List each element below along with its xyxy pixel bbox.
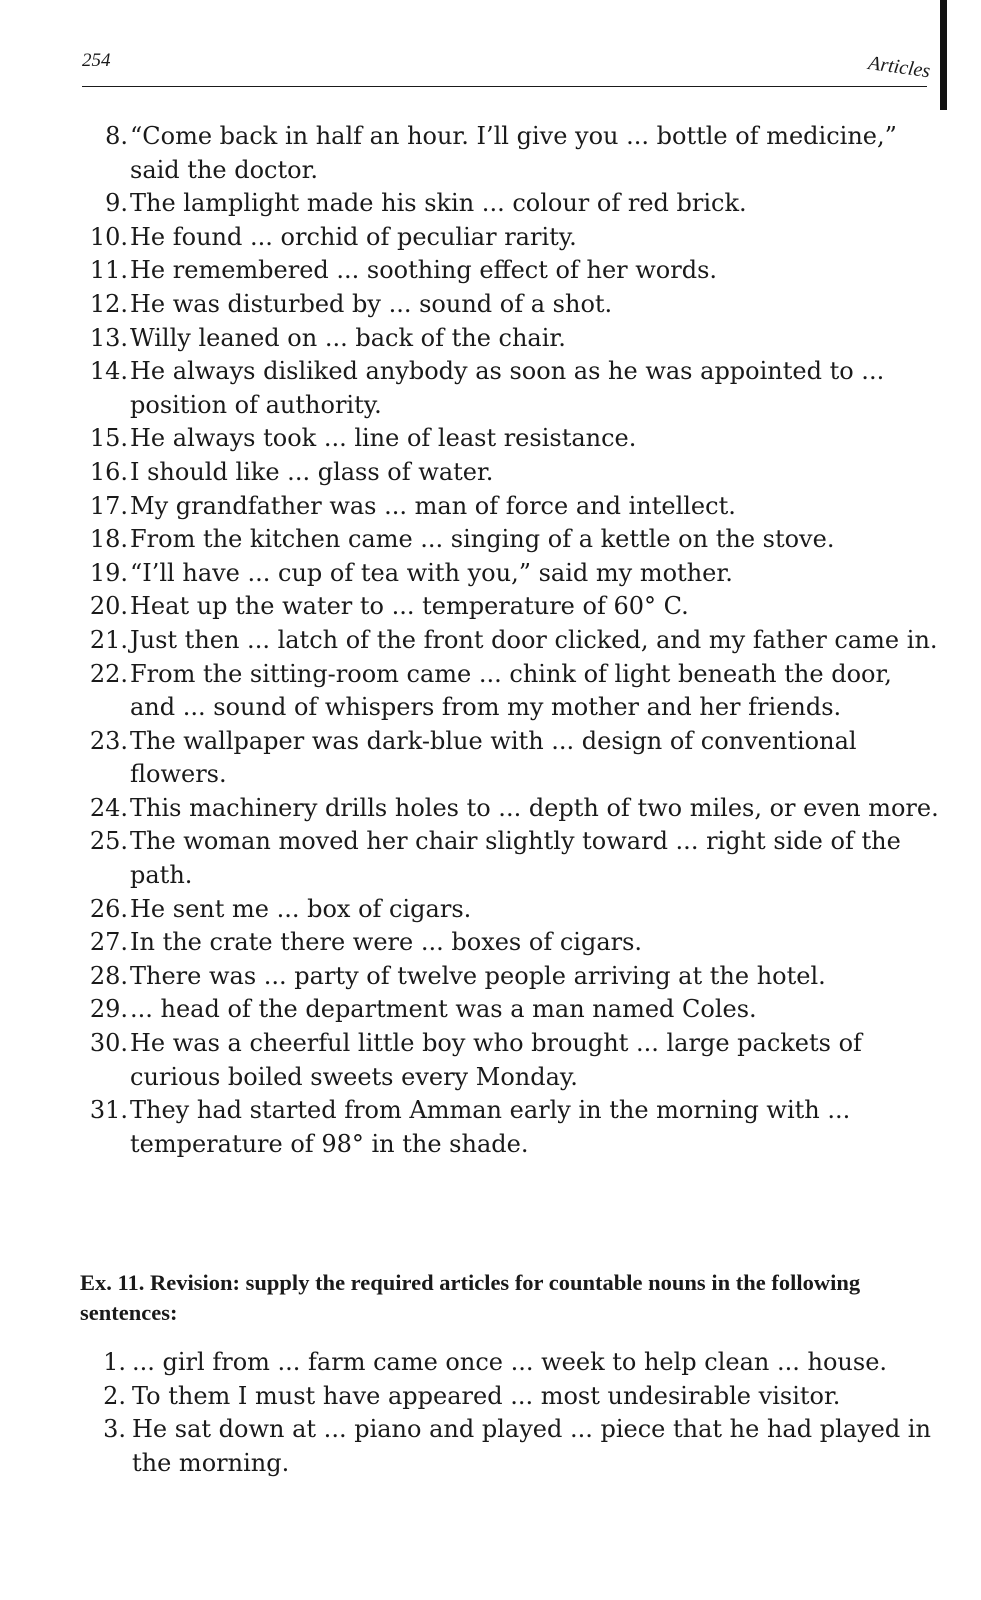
item-text: From the sitting-room came ... chink of light beneath the door, and ... sound of whispers from my mother and her friends. xyxy=(130,659,892,722)
item-text: Heat up the water to ... temperature of 60° C. xyxy=(130,592,689,621)
item-text: The woman moved her chair slightly toward ... right side of the path. xyxy=(130,827,901,890)
item-number: 11. xyxy=(89,256,128,285)
item-number: 17. xyxy=(89,491,128,520)
list-item xyxy=(80,288,940,322)
item-text: They had started from Amman early in the morning with ... temperature of 98° in the shade. xyxy=(130,1096,851,1158)
item-number: 9. xyxy=(105,189,128,218)
item-text: He found ... orchid of peculiar rarity. xyxy=(130,222,577,251)
list-item xyxy=(80,590,940,624)
list-item xyxy=(80,456,940,490)
item-number: 16. xyxy=(89,457,128,486)
item-number: 18. xyxy=(89,525,128,554)
list-item xyxy=(80,792,940,826)
item-number: 20. xyxy=(89,592,128,621)
list-item xyxy=(80,1027,940,1094)
item-number: 13. xyxy=(89,323,128,352)
item-text: He always disliked anybody as soon as he was appointed to ... position of authority. xyxy=(130,357,885,419)
item-number: 26. xyxy=(89,894,128,923)
item-number: 30. xyxy=(89,1029,128,1058)
item-number: 31. xyxy=(89,1096,128,1125)
list-item xyxy=(80,422,940,456)
list-item xyxy=(80,523,940,557)
item-text: From the kitchen came ... singing of a kettle on the stove. xyxy=(130,525,835,554)
sentence-list xyxy=(80,120,940,1161)
item-number: 22. xyxy=(89,659,128,688)
page-header xyxy=(82,40,942,100)
list-item xyxy=(80,825,940,892)
item-number: 21. xyxy=(89,625,128,654)
item-text: “Come back in half an hour. I’ll give you ... bottle of medicine,” said the doctor. xyxy=(130,122,897,184)
item-text: In the crate there were ... boxes of cigars. xyxy=(130,928,643,957)
list-item xyxy=(80,254,940,288)
list-item xyxy=(80,1380,940,1414)
item-text: He sent me ... box of cigars. xyxy=(130,894,472,923)
item-text: “I’ll have ... cup of tea with you,” said my mother. xyxy=(130,558,733,587)
item-text: He was a cheerful little boy who brought ... large packets of curious boiled sweets every Monday. xyxy=(130,1029,862,1091)
list-item xyxy=(80,490,940,524)
list-item xyxy=(80,557,940,591)
list-item xyxy=(80,1094,940,1161)
item-number: 29. xyxy=(89,995,128,1024)
item-text: ... head of the department was a man named Coles. xyxy=(130,995,757,1024)
list-item xyxy=(80,221,940,255)
item-number: 27. xyxy=(89,928,128,957)
header-rule xyxy=(82,86,927,87)
list-item xyxy=(80,658,940,725)
list-item xyxy=(80,893,940,927)
list-item xyxy=(80,355,940,422)
item-number: 28. xyxy=(89,961,128,990)
item-number: 25. xyxy=(89,827,128,856)
item-text: Willy leaned on ... back of the chair. xyxy=(130,323,566,352)
item-number: 23. xyxy=(89,726,128,755)
item-number: 24. xyxy=(89,793,128,822)
page-edge-mark xyxy=(940,0,947,110)
list-item xyxy=(80,120,940,187)
exercise-sentence-list xyxy=(80,1346,940,1480)
item-number: 12. xyxy=(89,289,128,318)
item-text: He sat down at ... piano and played ... piece that he had played in the morning. xyxy=(132,1415,931,1477)
list-item xyxy=(80,624,940,658)
page-number: 254 xyxy=(82,50,111,71)
item-number: 14. xyxy=(89,357,128,386)
item-text: My grandfather was ... man of force and intellect. xyxy=(130,491,736,520)
list-item xyxy=(80,960,940,994)
item-number: 2. xyxy=(103,1381,126,1410)
item-number: 10. xyxy=(89,222,128,251)
list-item xyxy=(80,993,940,1027)
item-text: This machinery drills holes to ... depth of two miles, or even more. xyxy=(130,793,939,822)
item-text: Just then ... latch of the front door clicked, and my father came in. xyxy=(130,625,938,654)
list-item xyxy=(80,1346,940,1380)
item-number: 8. xyxy=(105,122,128,150)
list-item xyxy=(80,187,940,221)
list-item xyxy=(80,725,940,792)
list-item xyxy=(80,1413,940,1480)
item-number: 3. xyxy=(103,1415,126,1444)
item-text: There was ... party of twelve people arriving at the hotel. xyxy=(130,961,826,990)
item-number: 19. xyxy=(89,558,128,587)
item-text: ... girl from ... farm came once ... week to help clean ... house. xyxy=(132,1348,888,1376)
item-text: He remembered ... soothing effect of her words. xyxy=(130,256,718,285)
item-text: The lamplight made his skin ... colour of red brick. xyxy=(130,189,747,218)
item-number: 1. xyxy=(103,1348,126,1376)
running-head: Articles xyxy=(866,52,932,83)
item-text: I should like ... glass of water. xyxy=(130,457,494,486)
item-text: To them I must have appeared ... most undesirable visitor. xyxy=(132,1381,841,1410)
list-item xyxy=(80,926,940,960)
item-text: He was disturbed by ... sound of a shot. xyxy=(130,289,613,318)
item-text: He always took ... line of least resistance. xyxy=(130,424,637,453)
exercise-heading: Ex. 11. Revision: supply the required articles for countable nouns in the following sentences: xyxy=(80,1270,861,1325)
list-item xyxy=(80,322,940,356)
item-text: The wallpaper was dark-blue with ... design of conventional flowers. xyxy=(130,726,857,789)
item-number: 15. xyxy=(89,424,128,453)
